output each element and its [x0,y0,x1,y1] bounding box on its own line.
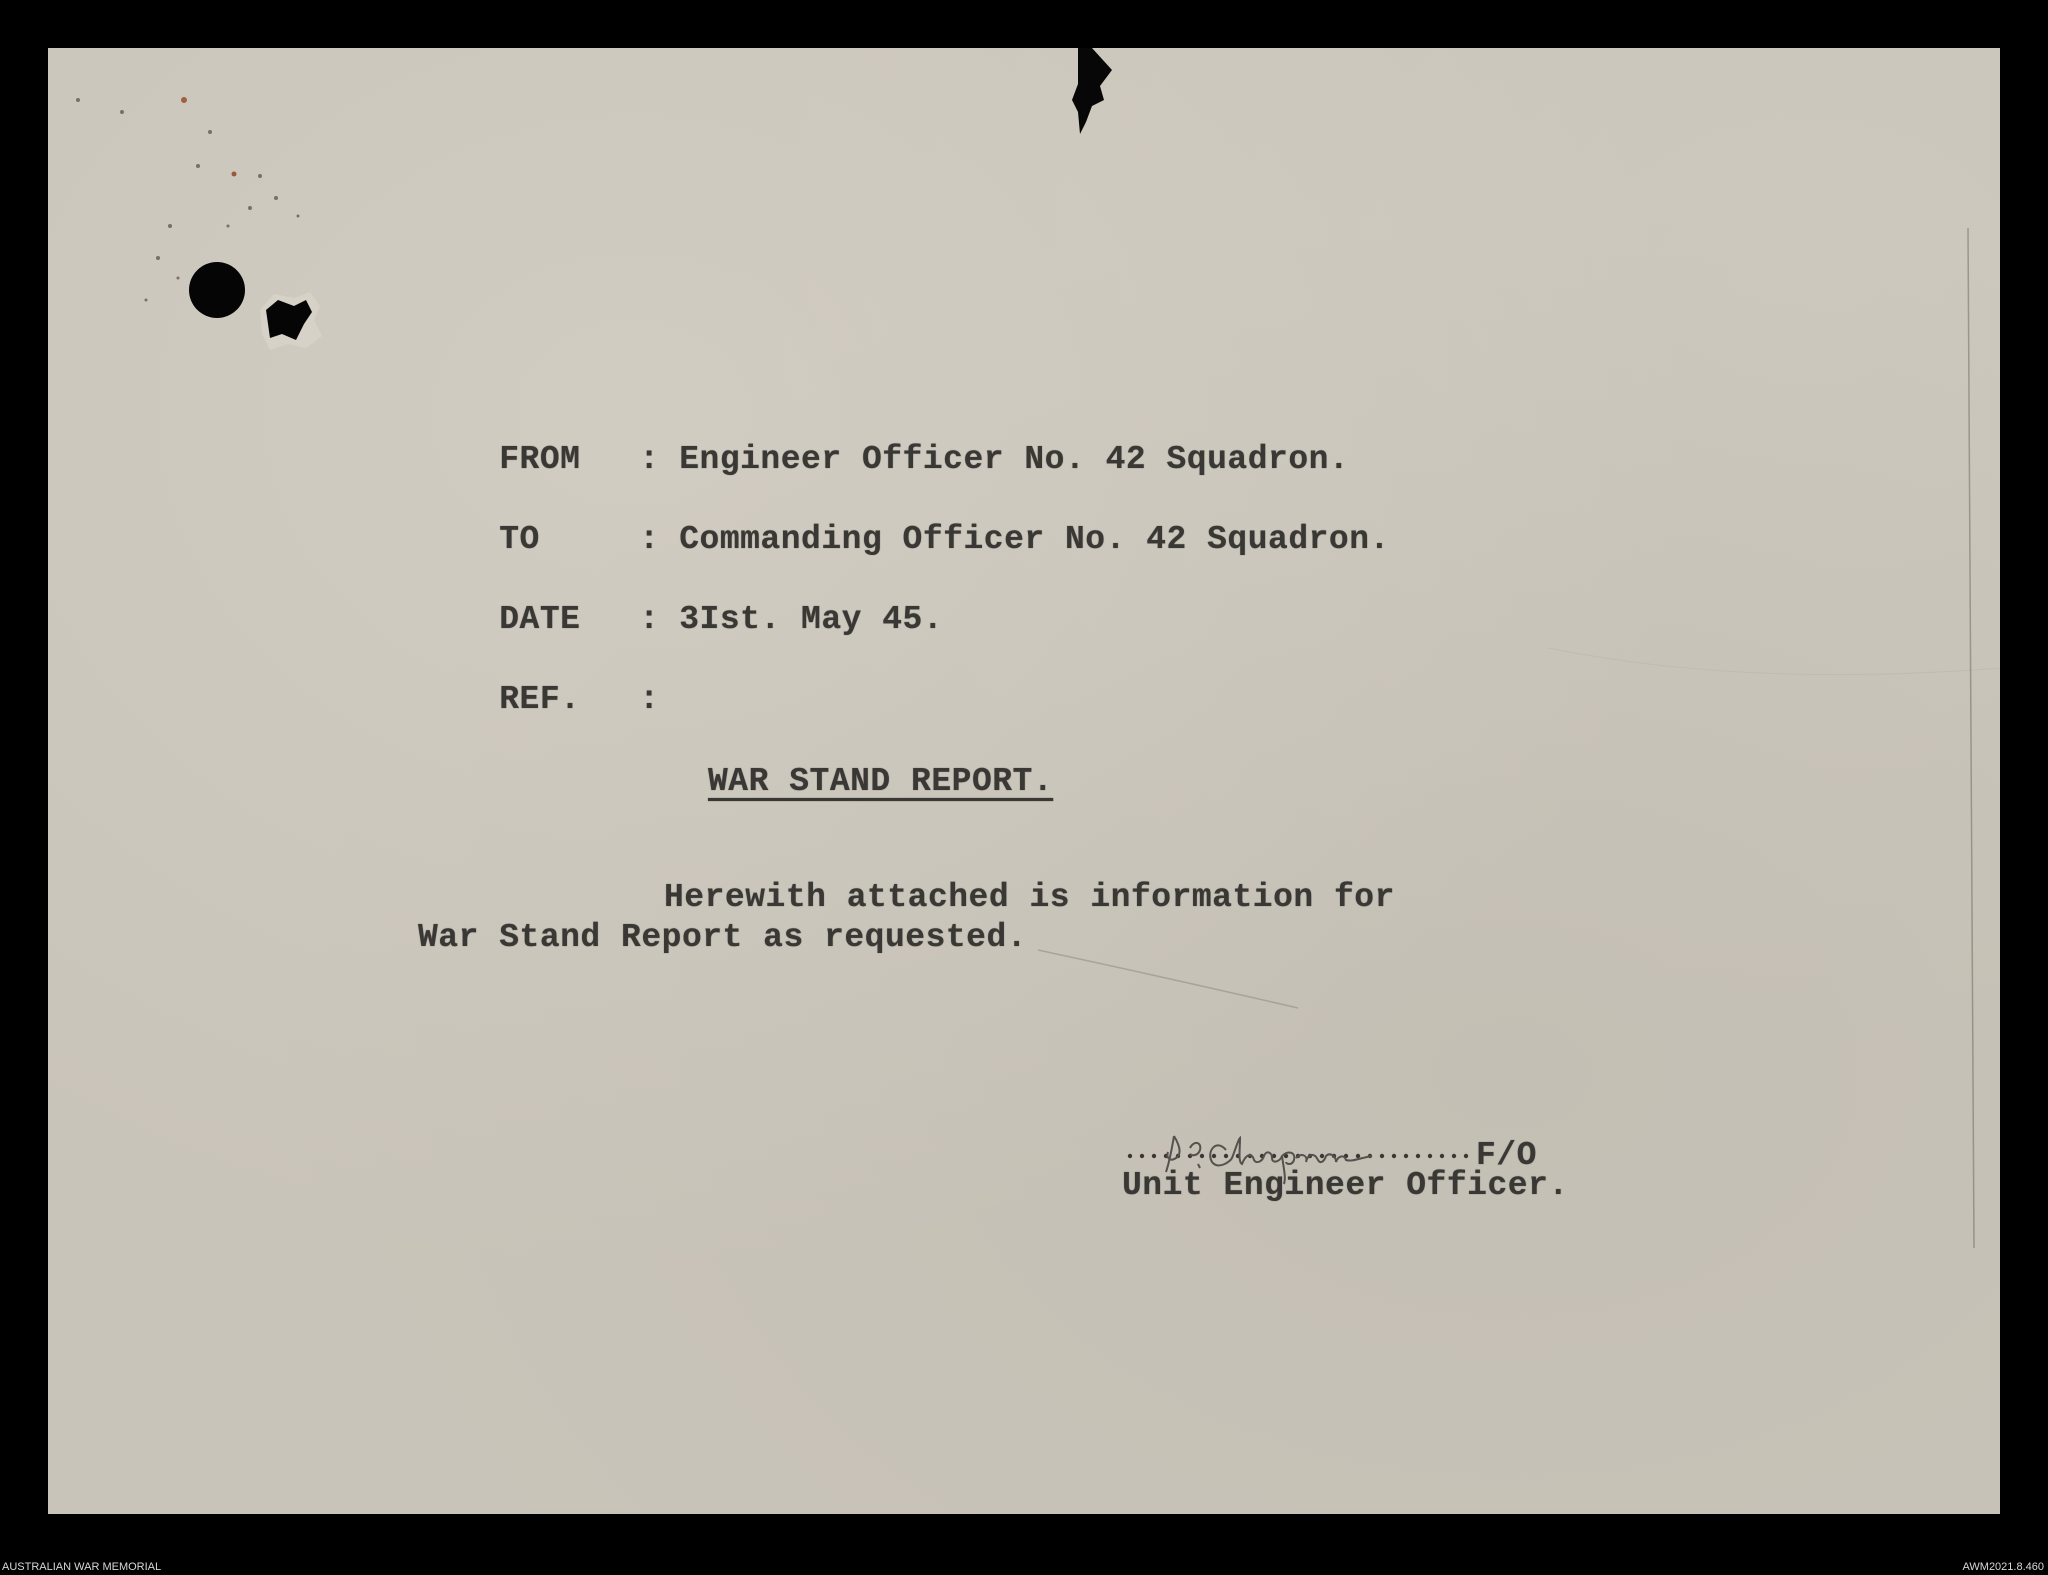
paper-crease [1548,648,2000,675]
punch-hole [189,262,245,318]
paper-tear [1072,48,1112,134]
body-line-2: War Stand Report as requested. [418,919,1028,956]
report-heading: WAR STAND REPORT. [708,763,1054,800]
to-value: Commanding Officer No. 42 Squadron. [679,521,1390,558]
archive-credit: AUSTRALIAN WAR MEMORIAL [2,1561,162,1573]
paper-speckles [76,97,300,302]
ref-label: REF. [499,681,581,718]
paper-crease [1968,228,1974,1248]
date-label: DATE [499,601,581,638]
signature-rank: F/O [1476,1137,1537,1174]
to-label: TO [499,521,540,558]
ref-line [418,640,679,760]
date-separator: : [639,601,660,638]
to-separator: : [639,521,660,558]
from-separator: : [639,441,660,478]
from-label: FROM [499,441,581,478]
paper-crease [1038,950,1298,1008]
archive-accession: AWM2021.8.460 [1962,1561,2044,1573]
body-line-1: Herewith attached is information for [664,879,1395,916]
signature-title: Unit Engineer Officer. [1122,1167,1569,1204]
from-value: Engineer Officer No. 42 Squadron. [679,441,1350,478]
date-value: 3Ist. May 45. [679,601,944,638]
ref-separator: : [639,681,660,718]
document-page [48,48,2000,1514]
